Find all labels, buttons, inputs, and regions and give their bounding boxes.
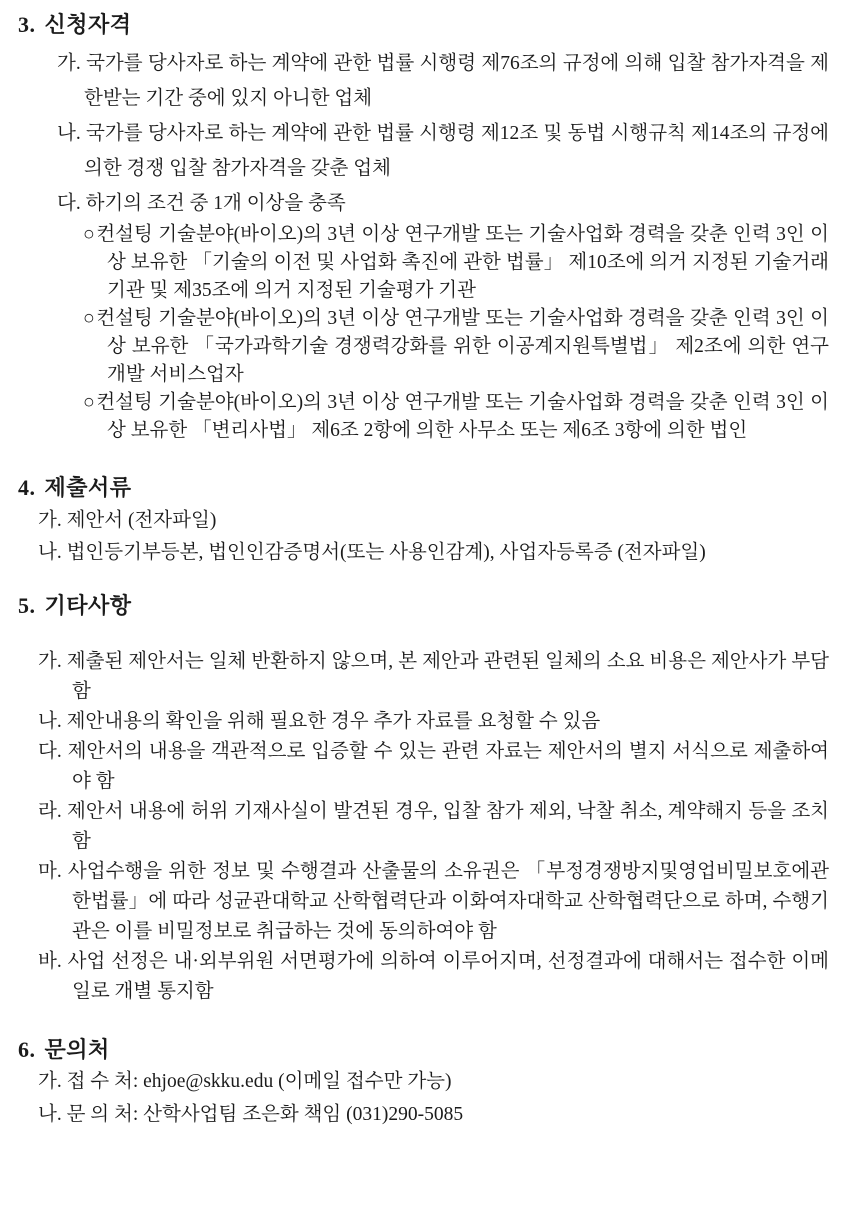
item-text: 사업수행을 위한 정보 및 수행결과 산출물의 소유권은 「부정경쟁방지및영업비밀보호에관한법률」에 따라 성균관대학교 산학협력단과 이화여자대학교 산학협력단으로 하며, 수행기관은 이를 비밀정보로 취급하는 것에 동의하여야 함 <box>67 861 829 942</box>
item-text: 하기의 조건 중 1개 이상을 충족 <box>85 193 346 214</box>
section-number: 6. <box>18 1037 36 1062</box>
list-item <box>18 797 829 857</box>
list-item <box>18 947 829 1007</box>
section-title: 신청자격 <box>44 12 132 37</box>
section-heading <box>18 591 829 621</box>
item-text: 제출된 제안서는 일체 반환하지 않으며, 본 제안과 관련된 일체의 소요 비용은 제안사가 부담함 <box>66 651 829 702</box>
list-item-reception-address <box>18 1065 829 1098</box>
section-heading <box>18 1035 829 1065</box>
item-label: 나. <box>38 1104 62 1125</box>
item-label: 마. <box>38 861 62 882</box>
section-title: 제출서류 <box>44 475 132 500</box>
section-heading <box>18 10 829 40</box>
item-label: 라. <box>38 801 62 822</box>
item-text: 제안서 (전자파일) <box>66 510 217 531</box>
item-text: 제안내용의 확인을 위해 필요한 경우 추가 자료를 요청할 수 있음 <box>66 711 601 732</box>
section-number: 3. <box>18 12 36 37</box>
list-item <box>18 647 829 707</box>
item-text: 사업 선정은 내·외부위원 서면평가에 의하여 이루어지며, 선정결과에 대해서는 접수한 이메일로 개별 통지함 <box>67 951 830 1002</box>
item-label: 다. <box>57 193 81 214</box>
item-label: 바. <box>38 951 62 972</box>
item-label: 가. <box>38 651 62 672</box>
circle-bullet-icon: ○ <box>83 392 97 413</box>
circle-bullet-icon: ○ <box>83 224 97 245</box>
item-label: 나. <box>38 542 62 563</box>
section-other-matters <box>18 591 829 1007</box>
item-text: 접 수 처: ehjoe@skku.edu (이메일 접수만 가능) <box>66 1071 452 1092</box>
bullet-text: 컨설팅 기술분야(바이오)의 3년 이상 연구개발 또는 기술사업화 경력을 갖춘 인력 3인 이상 보유한 「기술의 이전 및 사업화 촉진에 관한 법률」 제10조에 의거 지정된 기술거래 기관 및 제35조에 의거 지정된 기술평가 기관 <box>96 224 830 301</box>
section-number: 5. <box>18 593 36 618</box>
list-item <box>18 505 829 537</box>
list-item <box>18 737 829 797</box>
item-text: 법인등기부등본, 법인인감증명서(또는 사용인감계), 사업자등록증 (전자파일) <box>66 542 706 563</box>
item-text: 제안서 내용에 허위 기재사실이 발견된 경우, 입찰 참가 제외, 낙찰 취소, 계약해지 등을 조치함 <box>67 801 829 852</box>
item-text: 국가를 당사자로 하는 계약에 관한 법률 시행령 제76조의 규정에 의해 입찰 참가자격을 제한받는 기간 중에 있지 아니한 업체 <box>84 53 830 109</box>
list-item <box>18 116 829 186</box>
section-contact <box>18 1035 829 1131</box>
section-heading <box>18 473 829 503</box>
section-submission-documents <box>18 473 829 569</box>
item-text: 국가를 당사자로 하는 계약에 관한 법률 시행령 제12조 및 동법 시행규칙 제14조의 규정에 의한 경쟁 입찰 참가자격을 갖춘 업체 <box>84 123 829 179</box>
item-label: 가. <box>57 53 81 74</box>
circle-bullet-icon: ○ <box>83 308 97 329</box>
item-text: 제안서의 내용을 객관적으로 입증할 수 있는 관련 자료는 제안서의 별지 서식으로 제출하여야 함 <box>67 741 829 792</box>
section-title: 문의처 <box>44 1037 110 1062</box>
section-title: 기타사항 <box>44 593 132 618</box>
list-item <box>18 537 829 569</box>
list-item-inquiry-contact <box>18 1098 829 1131</box>
list-item <box>18 707 829 737</box>
section-application-qualification <box>18 10 829 445</box>
list-item <box>18 857 829 947</box>
item-label: 가. <box>38 1071 62 1092</box>
bullet-item <box>18 221 829 305</box>
bullet-text: 컨설팅 기술분야(바이오)의 3년 이상 연구개발 또는 기술사업화 경력을 갖춘 인력 3인 이상 보유한 「변리사법」 제6조 2항에 의한 사무소 또는 제6조 3항에 의한 법인 <box>96 392 830 441</box>
bullet-item <box>18 305 829 389</box>
condition-bullet-list <box>18 221 829 445</box>
item-label: 다. <box>38 741 62 762</box>
item-text: 문 의 처: 산학사업팀 조은화 책임 (031)290-5085 <box>66 1104 464 1125</box>
list-item <box>18 46 829 116</box>
item-label: 나. <box>57 123 81 144</box>
bullet-item <box>18 389 829 445</box>
bullet-text: 컨설팅 기술분야(바이오)의 3년 이상 연구개발 또는 기술사업화 경력을 갖춘 인력 3인 이상 보유한 「국가과학기술 경쟁력강화를 위한 이공계지원특별법」 제2조에 의한 연구개발 서비스업자 <box>96 308 830 385</box>
item-label: 가. <box>38 510 62 531</box>
list-item <box>18 186 829 221</box>
item-label: 나. <box>38 711 62 732</box>
section-number: 4. <box>18 475 36 500</box>
